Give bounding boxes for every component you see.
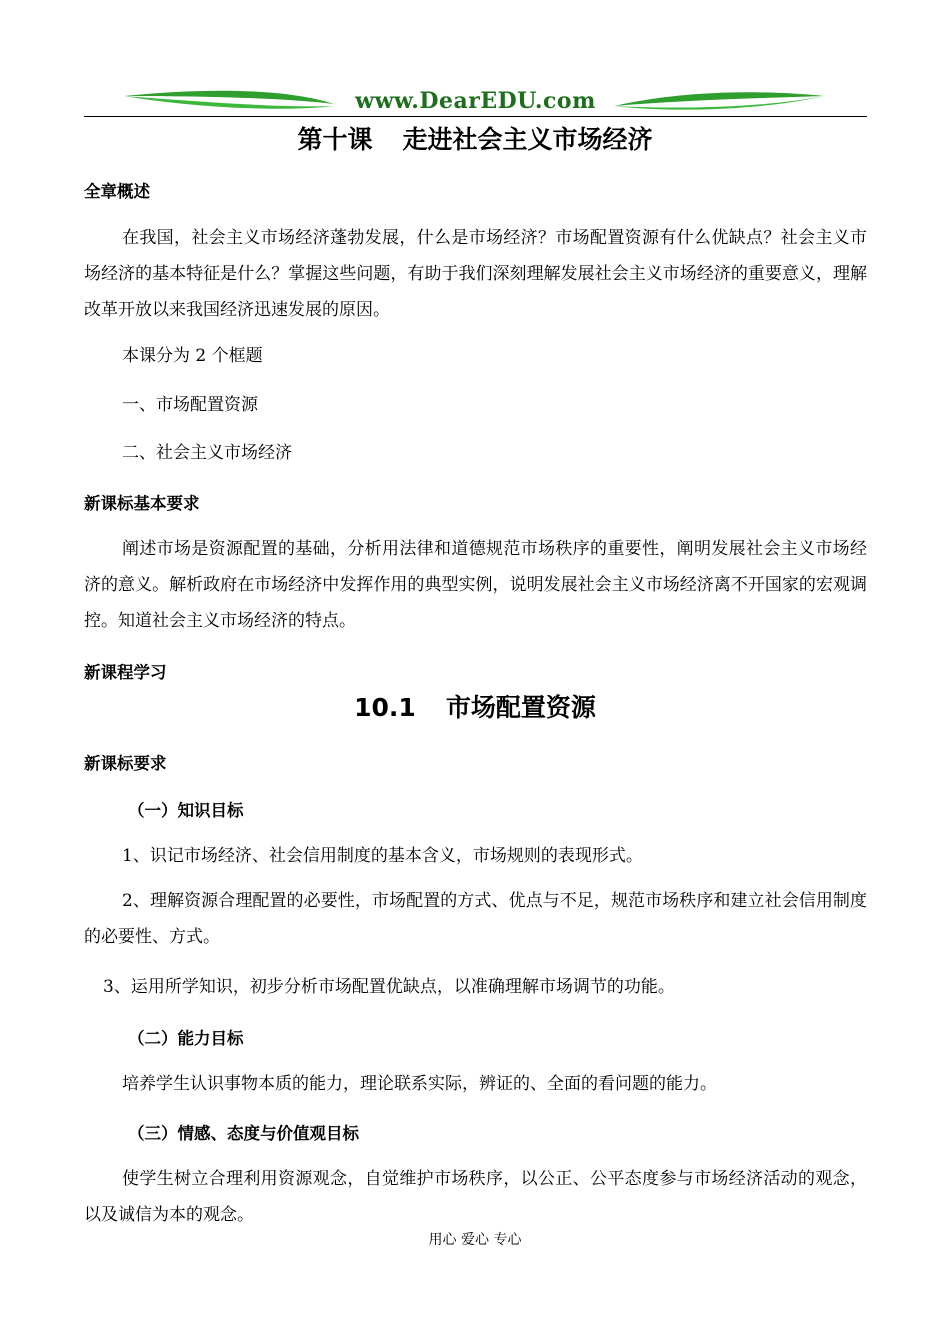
overview-paragraph: 在我国，社会主义市场经济蓬勃发展，什么是市场经济？市场配置资源有什么优缺点？社会主义市场经济的基本特征是什么？掌握这些问题，有助于我们深刻理解发展社会主义市场经济的重要意义，理解改革开放以来我国经济迅速发展的原因。 <box>84 228 867 320</box>
topic-item-1: 一、市场配置资源 <box>122 395 258 415</box>
split-line: 本课分为 2 个框题 <box>122 346 263 366</box>
ability-heading: （二）能力目标 <box>128 1029 244 1048</box>
lesson-name: 走进社会主义市场经济 <box>402 125 653 154</box>
requirements-heading: 新课标要求 <box>84 754 167 773</box>
emotion-heading: （三）情感、态度与价值观目标 <box>128 1124 359 1143</box>
topic-item-2: 二、社会主义市场经济 <box>122 443 292 463</box>
header-divider <box>84 116 867 117</box>
page-footer: 用心 爱心 专心 <box>428 1232 522 1248</box>
emotion-text: 使学生树立合理利用资源观念，自觉维护市场秩序，以公正、公平态度参与市场经济活动的观念，以及诚信为本的观念。 <box>84 1169 867 1225</box>
lesson-number: 第十课 <box>297 125 373 154</box>
lesson-title <box>0 120 950 156</box>
standards-paragraph: 阐述市场是资源配置的基础，分析用法律和道德规范市场秩序的重要性，阐明发展社会主义市场经济的意义。解析政府在市场经济中发挥作用的典型实例，说明发展社会主义市场经济离不开国家的宏观调控。知道社会主义市场经济的特点。 <box>84 539 867 631</box>
overview-heading: 全章概述 <box>84 182 150 201</box>
ability-text: 培养学生认识事物本质的能力，理论联系实际，辨证的、全面的看问题的能力。 <box>122 1074 717 1094</box>
site-logo-text: www.DearEDU.com <box>355 88 596 114</box>
header-banner <box>84 86 867 118</box>
knowledge-item-1: 1、识记市场经济、社会信用制度的基本含义，市场规则的表现形式。 <box>122 846 643 866</box>
section-title <box>0 688 950 724</box>
knowledge-item-2: 2、理解资源合理配置的必要性，市场配置的方式、优点与不足，规范市场秩序和建立社会信用制度的必要性、方式。 <box>84 891 867 947</box>
study-heading: 新课程学习 <box>84 663 167 682</box>
knowledge-item-3: 3、运用所学知识，初步分析市场配置优缺点，以准确理解市场调节的功能。 <box>103 977 675 997</box>
knowledge-heading: （一）知识目标 <box>128 801 244 820</box>
standards-heading: 新课标基本要求 <box>84 494 200 513</box>
section-name: 市场配置资源 <box>445 693 596 722</box>
section-number: 10.1 <box>354 693 416 722</box>
